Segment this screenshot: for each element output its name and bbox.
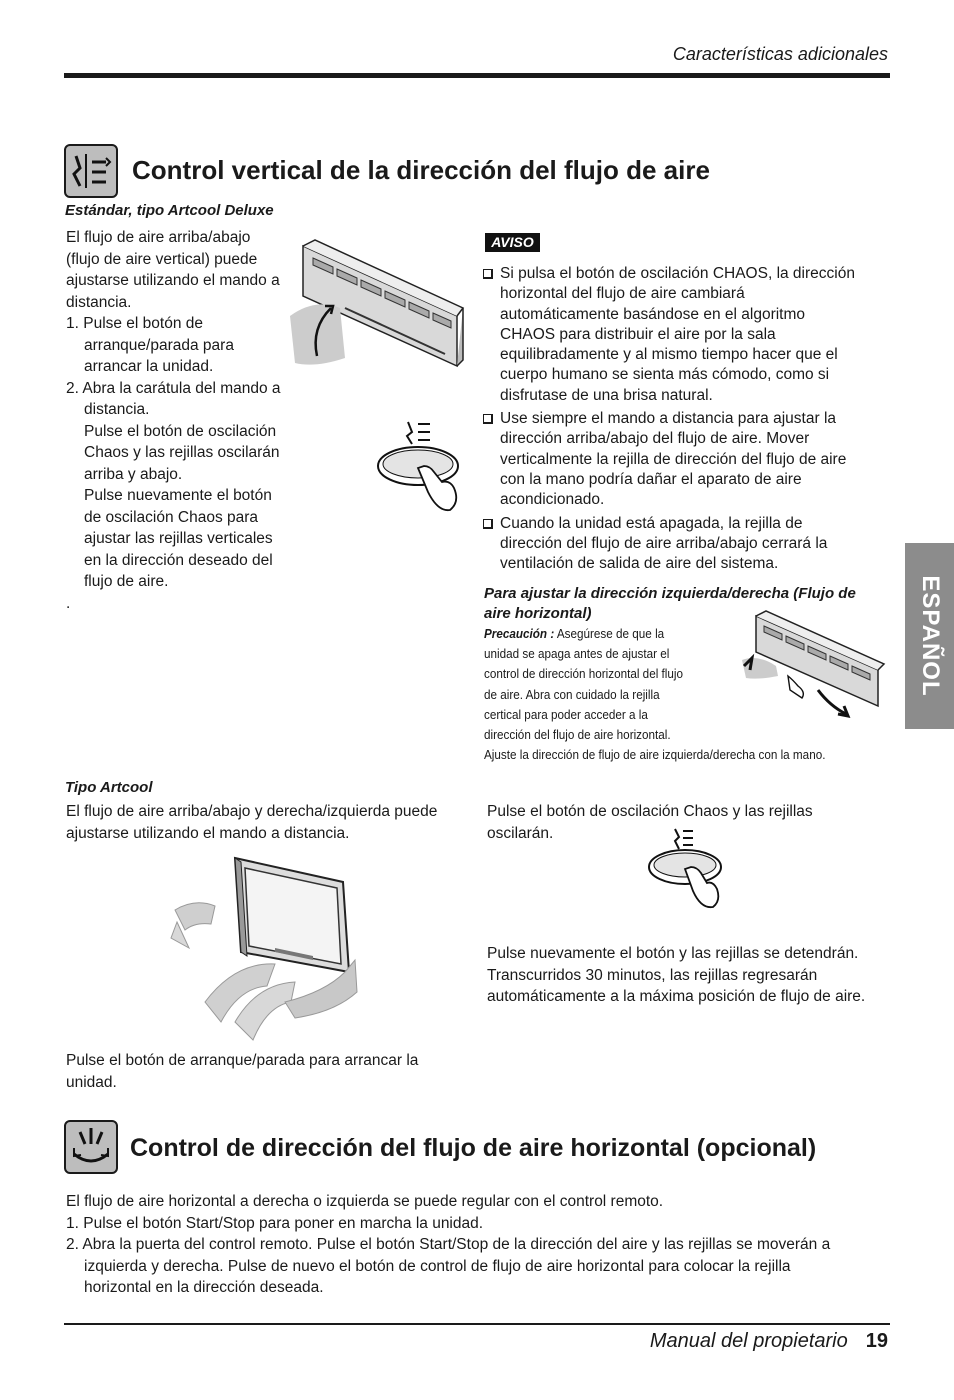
artcool-line: ajustarse utilizando el mando a distancia. — [66, 824, 350, 842]
start-line: unidad. — [66, 1073, 117, 1091]
step2-line: flujo de aire. — [84, 573, 169, 590]
footer-label: Manual del propietario — [649, 1330, 848, 1352]
caution-line: control de dirección horizontal del flujo — [484, 666, 684, 682]
header-rule — [64, 73, 890, 78]
caution-line: unidad se apaga antes de ajustar el — [484, 646, 670, 662]
caution-line: dirección del flujo de aire horizontal. — [484, 727, 671, 743]
caution-label: Precaución : — [484, 626, 555, 641]
step1-line: 1. Pulse el botón de — [66, 315, 204, 332]
intro-paragraph — [66, 227, 306, 614]
intro-line: El flujo de aire arriba/abajo — [66, 229, 251, 246]
checkbox-bullet-icon — [483, 414, 493, 424]
note-line: cuerpo humano se sienta más cómodo, como si — [500, 366, 830, 384]
step2-line: arriba y abajo. — [84, 465, 183, 483]
remote-button-illustration — [372, 412, 472, 524]
step1-line: arrancar la unidad. — [84, 358, 214, 375]
step2-line: distancia. — [84, 401, 150, 418]
aviso-badge: AVISO — [485, 233, 540, 252]
lr-title-line: aire horizontal) — [484, 605, 592, 622]
note-line: Use siempre el mando a distancia para ajustar la — [500, 410, 837, 428]
stop-line: Pulse nuevamente el botón y las rejillas se detendrán. — [487, 945, 859, 962]
page-footer — [650, 1330, 888, 1353]
chaos-line: oscilarán. — [487, 824, 554, 842]
caution-line: certical para poder acceder a la — [484, 706, 648, 722]
note-line: horizontal del flujo de aire cambiará — [500, 285, 745, 303]
intro-line: ajustarse utilizando el mando a — [66, 272, 280, 289]
running-header: Características adicionales — [672, 44, 888, 64]
caution-paragraph — [484, 624, 718, 745]
note-line: equilibradamente y al mismo tiempo hacer que el — [500, 346, 838, 364]
note-line: con la mano podría dañar el aparato de aire — [500, 470, 802, 488]
horizontal-vane-illustration — [738, 610, 888, 725]
note-item — [483, 409, 883, 510]
stop-paragraph — [487, 943, 907, 1008]
note-line: Si pulsa el botón de oscilación CHAOS, la dirección — [500, 265, 855, 282]
note-line: CHAOS para distribuir el aire por la sala — [500, 325, 776, 343]
subtitle-deluxe: Estándar, tipo Artcool Deluxe — [65, 202, 274, 219]
language-tab — [905, 543, 954, 729]
note-item — [483, 514, 883, 575]
horizontal-intro: El flujo de aire horizontal a derecha o izquierda se puede regular con el control remoto. — [66, 1193, 664, 1210]
step2-line: Pulse el botón de oscilación — [84, 422, 277, 440]
step2-line: Chaos y las rejillas oscilarán — [84, 444, 280, 461]
step2-line: 2. Abra la carátula del mando a — [66, 379, 281, 397]
caution-line: Asegúrese de que la — [556, 626, 665, 641]
note-line: dirección del flujo de aire arriba/abajo cerrará la — [500, 534, 828, 552]
note-line: dirección arriba/abajo del flujo de aire. Mover — [500, 430, 810, 448]
note-line: automáticamente basándose en el algoritmo — [500, 305, 806, 323]
subtitle-artcool: Tipo Artcool — [65, 779, 153, 796]
artcool-line: El flujo de aire arriba/abajo y derecha/izquierda puede — [66, 803, 438, 820]
stray-dot: . — [66, 594, 71, 612]
horizontal-step2-line: izquierda y derecha. Pulse de nuevo el botón de control de flujo de aire horizontal para colocar la rejilla — [84, 1257, 791, 1275]
note-item — [483, 264, 883, 406]
note-line: verticalmente la rejilla de dirección del flujo de aire — [500, 450, 847, 468]
start-unit-paragraph — [66, 1050, 476, 1093]
note-line: Cuando la unidad está apagada, la rejilla de — [500, 514, 803, 532]
stop-line: automáticamente a la máxima posición de flujo de aire. — [487, 988, 866, 1005]
chaos-line: Pulse el botón de oscilación Chaos y las rejillas — [487, 803, 813, 820]
notes-list — [483, 264, 883, 574]
horizontal-step2-line: horizontal en la dirección deseada. — [84, 1279, 324, 1296]
start-line: Pulse el botón de arranque/parada para arrancar la — [66, 1052, 419, 1069]
horizontal-airflow-icon — [64, 1120, 118, 1174]
step2-line: ajustar las rejillas verticales — [84, 530, 273, 547]
vertical-airflow-icon — [64, 144, 118, 198]
page-number: 19 — [865, 1330, 888, 1352]
footer-rule — [64, 1323, 890, 1325]
step2-line: Pulse nuevamente el botón — [84, 487, 272, 504]
note-line: disfrutase de una brisa natural. — [500, 386, 713, 404]
section-title-horizontal: Control de dirección del flujo de aire horizontal (opcional) — [130, 1134, 817, 1162]
checkbox-bullet-icon — [483, 269, 493, 279]
intro-line: (flujo de aire vertical) puede — [66, 250, 258, 268]
language-tab-label: ESPAÑOL — [916, 575, 944, 697]
artcool-paragraph — [66, 801, 476, 844]
adjust-by-hand-line: Ajuste la dirección de flujo de aire izquierda/derecha con la mano. — [484, 747, 826, 762]
checkbox-bullet-icon — [483, 519, 493, 529]
indoor-unit-illustration — [285, 238, 465, 378]
section-title-vertical: Control vertical de la dirección del flujo de aire — [132, 155, 710, 185]
artcool-unit-illustration — [165, 852, 365, 1047]
horizontal-instructions — [66, 1191, 896, 1299]
intro-line: distancia. — [66, 293, 132, 311]
stop-line: Transcurridos 30 minutos, las rejillas regresarán — [487, 966, 818, 984]
step2-line: en la dirección deseado del — [84, 551, 273, 569]
step1-line: arranque/parada para — [84, 336, 234, 354]
note-line: acondicionado. — [500, 491, 605, 509]
horizontal-step2-line: 2. Abra la puerta del control remoto. Pulse el botón Start/Stop de la dirección del aire y las rejillas se moverán a — [66, 1236, 831, 1253]
horizontal-step1: 1. Pulse el botón Start/Stop para poner en marcha la unidad. — [66, 1214, 484, 1232]
caution-line: de aire. Abra con cuidado la rejilla — [484, 686, 660, 702]
note-line: ventilación de salida de aire del sistema. — [500, 555, 779, 573]
step2-line: de oscilación Chaos para — [84, 508, 259, 526]
remote-button-illustration — [645, 825, 735, 925]
lr-title-line: Para ajustar la dirección izquierda/derecha (Flujo de — [484, 585, 856, 602]
